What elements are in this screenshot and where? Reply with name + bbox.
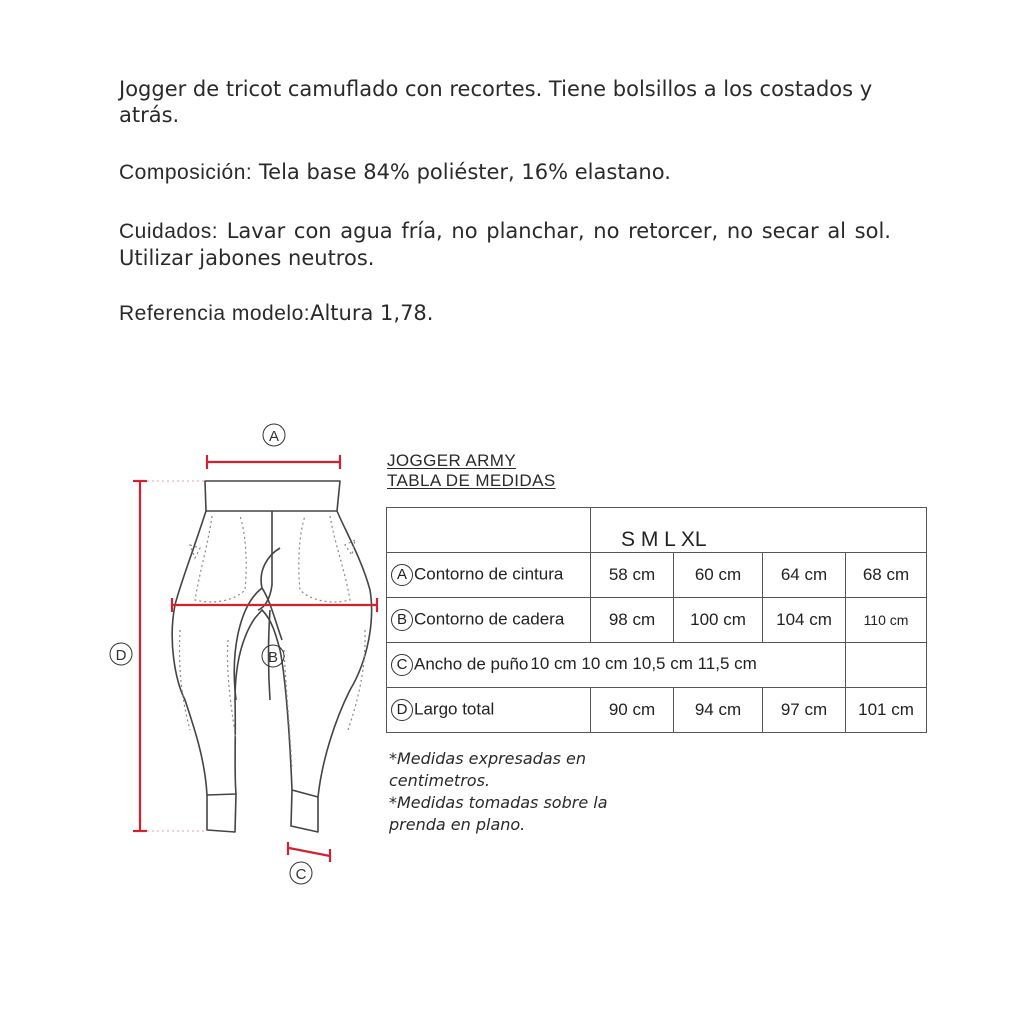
row-label-cell xyxy=(387,553,591,598)
row-label: Largo total xyxy=(414,699,495,719)
letter-badge: C xyxy=(391,654,413,676)
row-label: Contorno de cadera xyxy=(414,609,565,629)
value-m: 100 cm xyxy=(674,598,763,643)
table-row xyxy=(387,598,927,643)
value-m: 94 cm xyxy=(674,688,763,733)
note-line: *Medidas tomadas sobre la prenda en plano. xyxy=(389,793,608,834)
value-xl: 68 cm xyxy=(846,553,927,598)
table-header-row xyxy=(387,508,927,553)
value-l: 64 cm xyxy=(763,553,846,598)
notes xyxy=(389,748,649,836)
label-b: B xyxy=(267,649,279,666)
value-s: 58 cm xyxy=(591,553,674,598)
care-label: Cuidados: xyxy=(119,220,219,243)
table-row xyxy=(387,688,927,733)
letter-badge: B xyxy=(391,609,413,631)
value-l: 104 cm xyxy=(763,598,846,643)
size-table xyxy=(386,507,927,733)
value-l: 97 cm xyxy=(763,688,846,733)
table-subtitle: TABLA DE MEDIDAS xyxy=(387,471,556,490)
value-xl: 101 cm xyxy=(846,688,927,733)
measurement-lines xyxy=(133,455,377,862)
letter-badge: D xyxy=(391,699,413,721)
row-label-cell xyxy=(387,688,591,733)
label-a: A xyxy=(268,428,280,445)
product-description: Jogger de tricot camuflado con recortes. Tiene bolsillos a los costados y atrás. xyxy=(119,77,873,127)
row-label: Ancho de puño xyxy=(414,654,529,674)
composition-label: Composición: xyxy=(119,161,253,184)
row-label: Contorno de cintura xyxy=(414,564,564,584)
label-d: D xyxy=(115,647,127,664)
value-s: 98 cm xyxy=(591,598,674,643)
model-value: Altura 1,78. xyxy=(310,301,434,325)
header-empty-cell xyxy=(387,508,591,553)
row-label-cell xyxy=(387,643,846,688)
row-label-cell xyxy=(387,598,591,643)
value-m: 60 cm xyxy=(674,553,763,598)
care-value: Lavar con agua fría, no planchar, no retorcer, no secar al sol. Utilizar jabones neutros. xyxy=(119,219,891,270)
composition-value: Tela base 84% poliéster, 16% elastano. xyxy=(258,160,671,184)
label-c: C xyxy=(295,866,307,883)
note-line: *Medidas expresadas en centimetros. xyxy=(389,749,587,790)
table-row xyxy=(387,553,927,598)
value-xl: 110 cm xyxy=(846,598,927,643)
model-label: Referencia modelo: xyxy=(119,302,311,325)
measure-c-line xyxy=(289,848,330,856)
value-s: 90 cm xyxy=(591,688,674,733)
value-xl-empty xyxy=(846,643,927,688)
table-row xyxy=(387,643,927,688)
letter-badge: A xyxy=(391,564,413,586)
table-title: JOGGER ARMY xyxy=(387,451,517,470)
row-values-text: 10 cm 10 cm 10,5 cm 11,5 cm xyxy=(530,654,757,674)
size-header: S M L XL xyxy=(591,508,927,553)
